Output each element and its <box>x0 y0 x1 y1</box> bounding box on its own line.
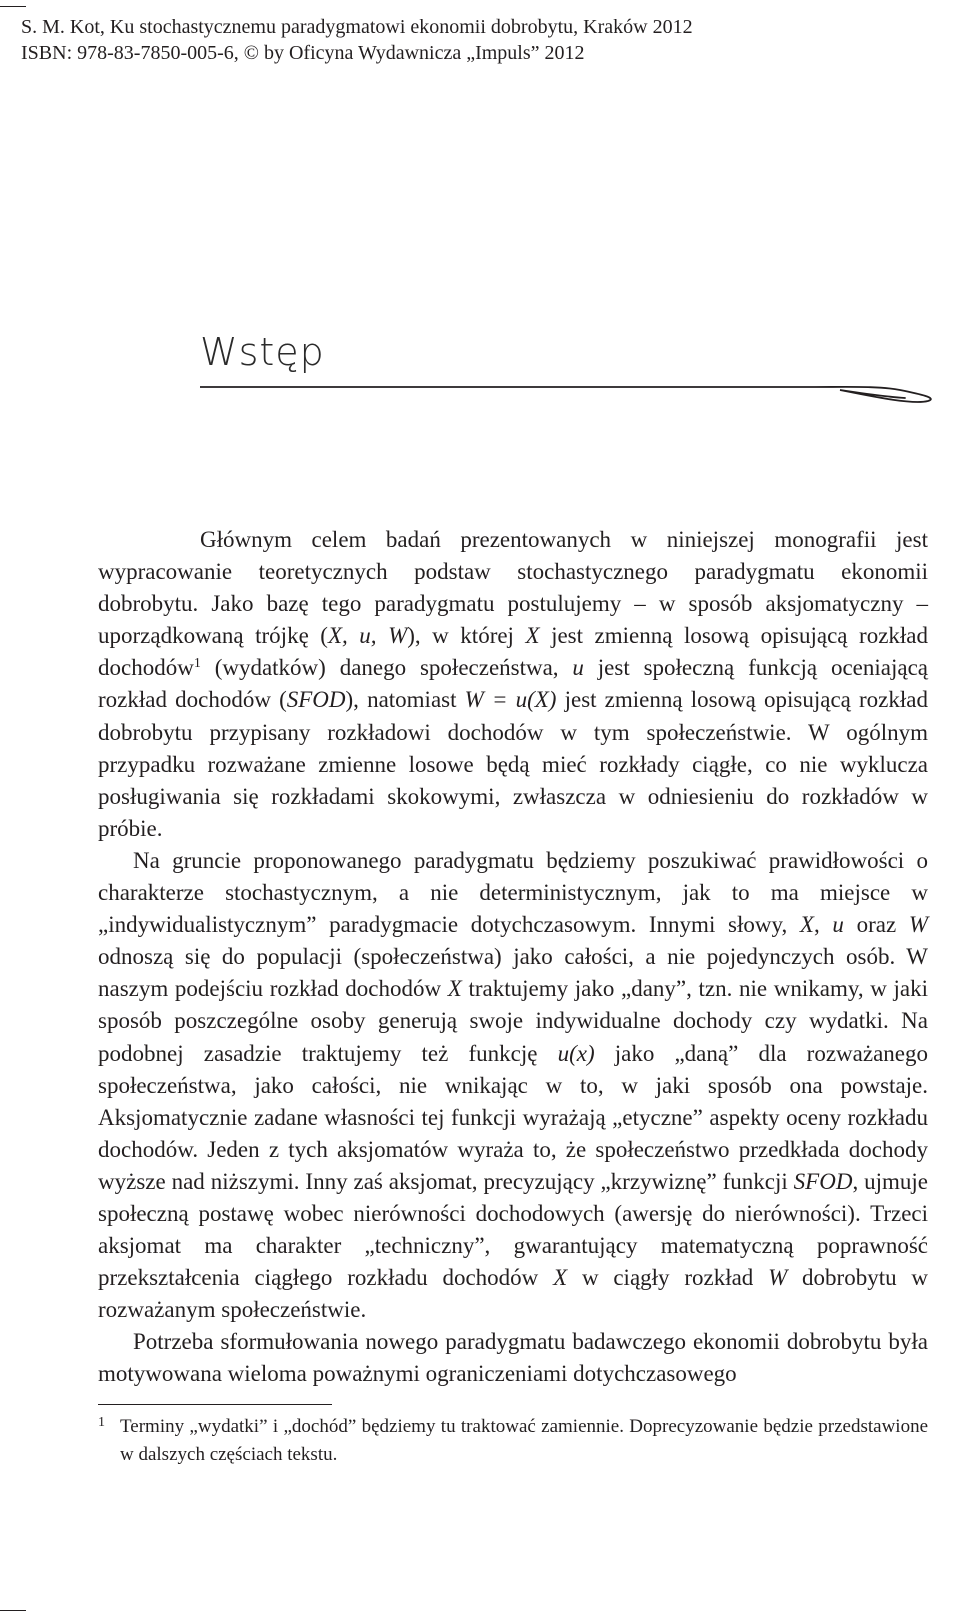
footnote <box>98 1413 928 1469</box>
footnote-text: Terminy „wydatki” i „dochód” będziemy tu traktować zamiennie. Doprecyzowanie będzie przedstawione w dalszych częściach tekstu. <box>120 1416 928 1465</box>
publication-header <box>21 14 693 66</box>
isbn-line: ISBN: 978-83-7850-005-6, © by Oficyna Wydawnicza „Impuls” 2012 <box>21 42 585 64</box>
crop-mark-top <box>0 6 26 7</box>
title-rule <box>200 382 940 412</box>
main-text <box>98 524 928 1391</box>
chapter-title: Wstęp <box>200 330 325 374</box>
footnote-ref: 1 <box>193 656 201 672</box>
footnote-marker: 1 <box>98 1415 105 1430</box>
citation-line: S. M. Kot, Ku stochastycznemu paradygmatowi ekonomii dobrobytu, Kraków 2012 <box>21 16 693 38</box>
crop-mark-bottom <box>0 1610 26 1611</box>
footnote-rule <box>98 1404 332 1405</box>
paragraph-1: Głównym celem badań prezentowanych w niniejszej monografii jest wypracowanie teoretycznych podstaw stochastycznego paradygmatu ekonomii dobrobytu. Jako bazę tego paradygmatu postulujemy – w sposób aksjomatyczny – uporządkowaną trójkę (X, u, W), w której X jest zmienną losową opisującą rozkład dochodów$^1$ (wydatków) danego społeczeństwa, u jest społeczną funkcją oceniającą rozkład dochodów (SFOD), natomiast W = u(X) jest zmienną losową opisującą rozkład dobrobytu przypisany rozkładowi dochodów w tym społeczeństwie. W ogólnym przypadku rozważane zmienne losowe będą mieć rozkłady ciągłe, co nie wyklucza posługiwania się rozkładami skokowymi, zwłaszcza w odniesieniu do rozkładów w próbie. <box>98 527 928 841</box>
paragraph-2: Na gruncie proponowanego paradygmatu będziemy poszukiwać prawidłowości o charakterze stochastycznym, a nie deterministycznym, jak to ma miejsce w „indywidualistycznym” paradygmacie dotychczasowym. Innymi słowy, X, u oraz W odnoszą się do populacji (społeczeństwa) jako całości, a nie pojedynczych osób. W naszym podejściu rozkład dochodów X traktujemy jako „dany”, tzn. nie wnikamy, w jaki sposób poszczególne osoby generują swoje indywidualne dochody czy wydatki. Na podobnej zasadzie traktujemy też funkcję u(x) jako „daną” dla rozważanego społeczeństwa, jako całości, nie wnikając w to, w jaki sposób ona powstaje. Aksjomatycznie zadane własności tej funkcji wyrażają „etyczne” aspekty oceny rozkładu dochodów. Jeden z tych aksjomatów wyraża to, że społeczeństwo przedkłada dochody wyższe nad niższymi. Inny zaś aksjomat, precyzujący „krzywiznę” funkcji SFOD, ujmuje społeczną postawę wobec nierówności dochodowych (awersję do nierówności). Trzeci aksjomat ma charakter „techniczny”, gwarantujący matematyczną poprawność przekształcenia ciągłego rozkładu dochodów X w ciągły rozkład W dobrobytu w rozważanym społeczeństwie. <box>98 847 929 1323</box>
paragraph-3: Potrzeba sformułowania nowego paradygmatu badawczego ekonomii dobrobytu była motywowana wieloma poważnymi ograniczeniami dotychczasowego <box>98 1329 928 1387</box>
